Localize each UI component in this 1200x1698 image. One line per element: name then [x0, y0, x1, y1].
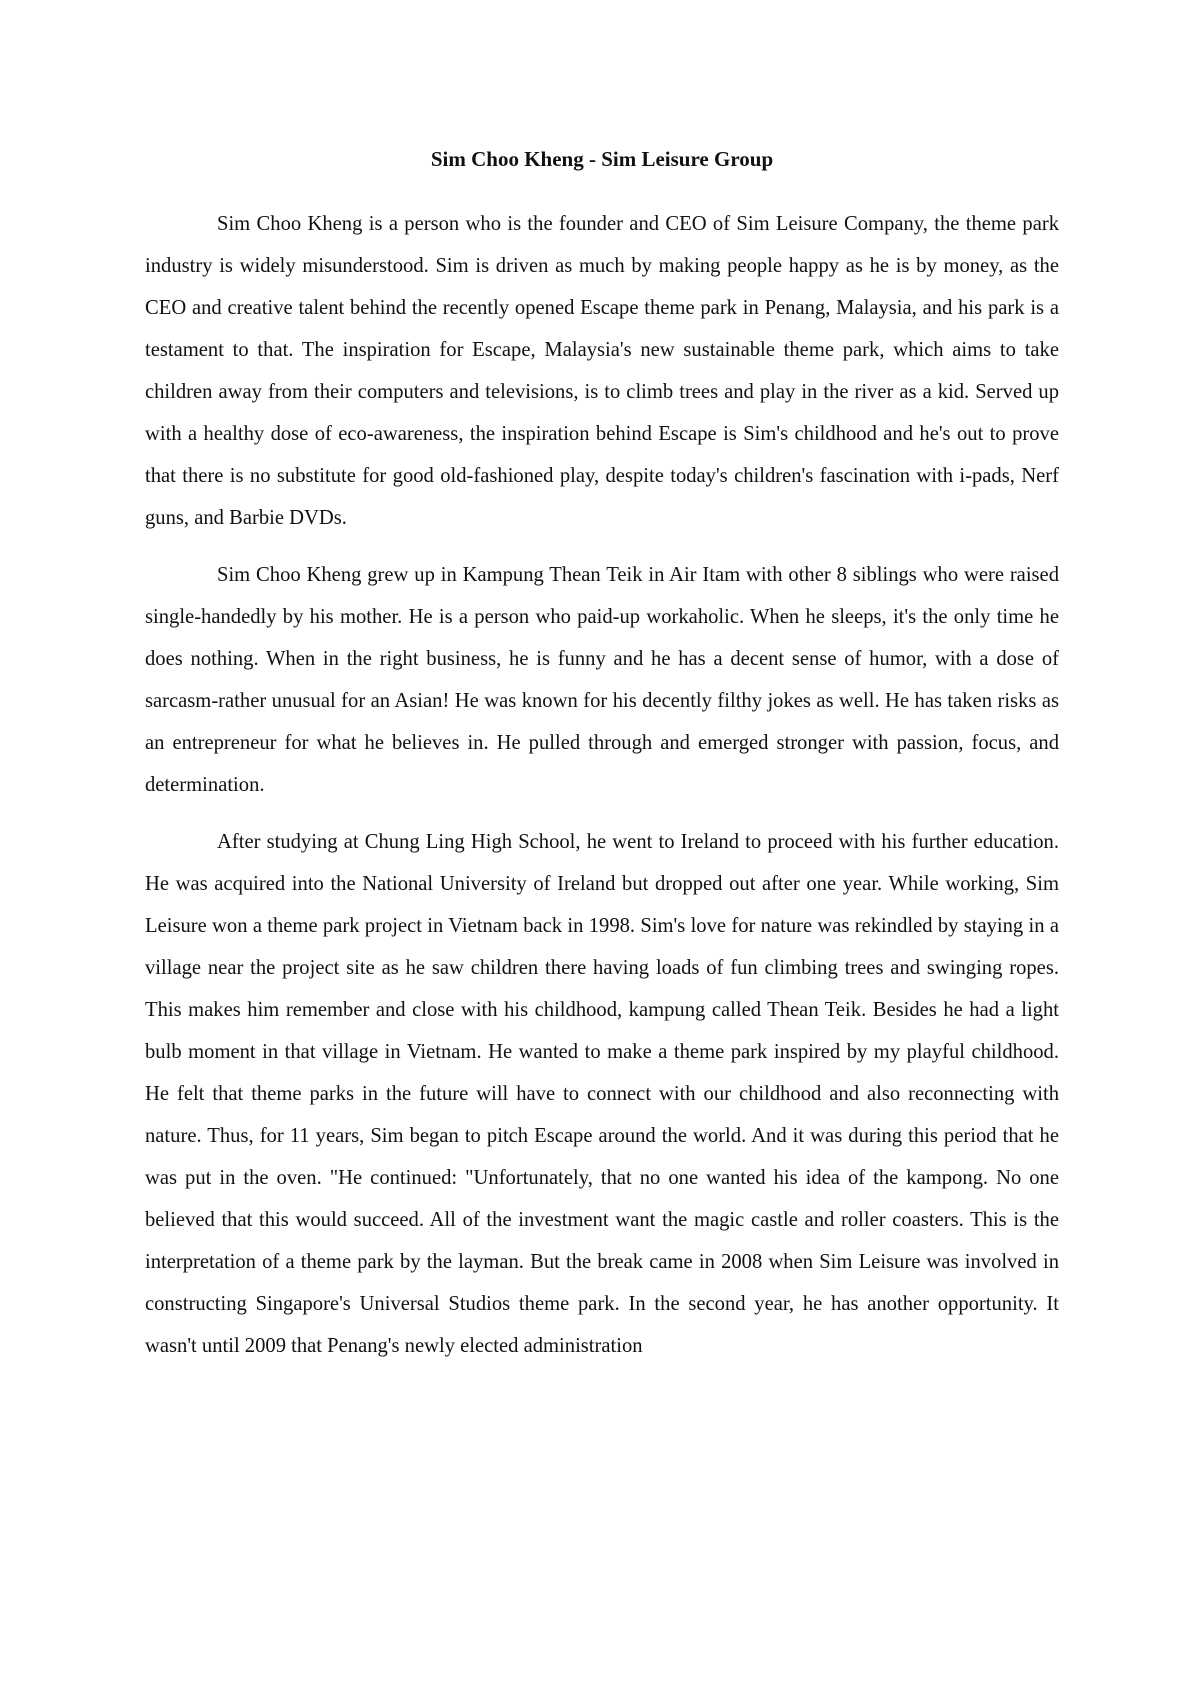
paragraph-intro: Sim Choo Kheng is a person who is the founder and CEO of Sim Leisure Company, the theme park industry is widely misunderstood. Sim is driven as much by making people happy as he is by money, as the CEO and creative talent behind the recently opened Escape theme park in Penang, Malaysia, and his park is a testament to that. The inspiration for Escape, Malaysia's new sustainable theme park, which aims to take children away from their computers and televisions, is to climb trees and play in the river as a kid. Served up with a healthy dose of eco-awareness, the inspiration behind Escape is Sim's childhood and he's out to prove that there is no substitute for good old-fashioned play, despite today's children's fascination with i-pads, Nerf guns, and Barbie DVDs.	[145, 213, 1059, 529]
paragraph-career: After studying at Chung Ling High School, he went to Ireland to proceed with his further education. He was acquired into the National University of Ireland but dropped out after one year. While working, Sim Leisure won a theme park project in Vietnam back in 1998. Sim's love for nature was rekindled by staying in a village near the project site as he saw children there having loads of fun climbing trees and swinging ropes. This makes him remember and close with his childhood, kampung called Thean Teik. Besides he had a light bulb moment in that village in Vietnam. He wanted to make a theme park inspired by my playful childhood. He felt that theme parks in the future will have to connect with our childhood and also reconnecting with nature. Thus, for 11 years, Sim began to pitch Escape around the world. And it was during this period that he was put in the oven. "He continued: "Unfortunately, that no one wanted his idea of the kampong. No one believed that this would succeed. All of the investment want the magic castle and roller coasters. This is the interpretation of a theme park by the layman. But the break came in 2008 when Sim Leisure was involved in constructing Singapore's Universal Studios theme park. In the second year, he has another opportunity. It wasn't until 2009 that Penang's newly elected administration	[145, 831, 1059, 1357]
document-title: Sim Choo Kheng - Sim Leisure Group	[430, 147, 774, 171]
paragraph-childhood: Sim Choo Kheng grew up in Kampung Thean Teik in Air Itam with other 8 siblings who were raised single-handedly by his mother. He is a person who paid-up workaholic. When he sleeps, it's the only time he does nothing. When in the right business, he is funny and he has a decent sense of humor, with a dose of sarcasm-rather unusual for an Asian! He was known for his decently filthy jokes as well. He has taken risks as an entrepreneur for what he believes in. He pulled through and emerged stronger with passion, focus, and determination.	[145, 564, 1059, 796]
document-body	[145, 203, 1059, 1367]
